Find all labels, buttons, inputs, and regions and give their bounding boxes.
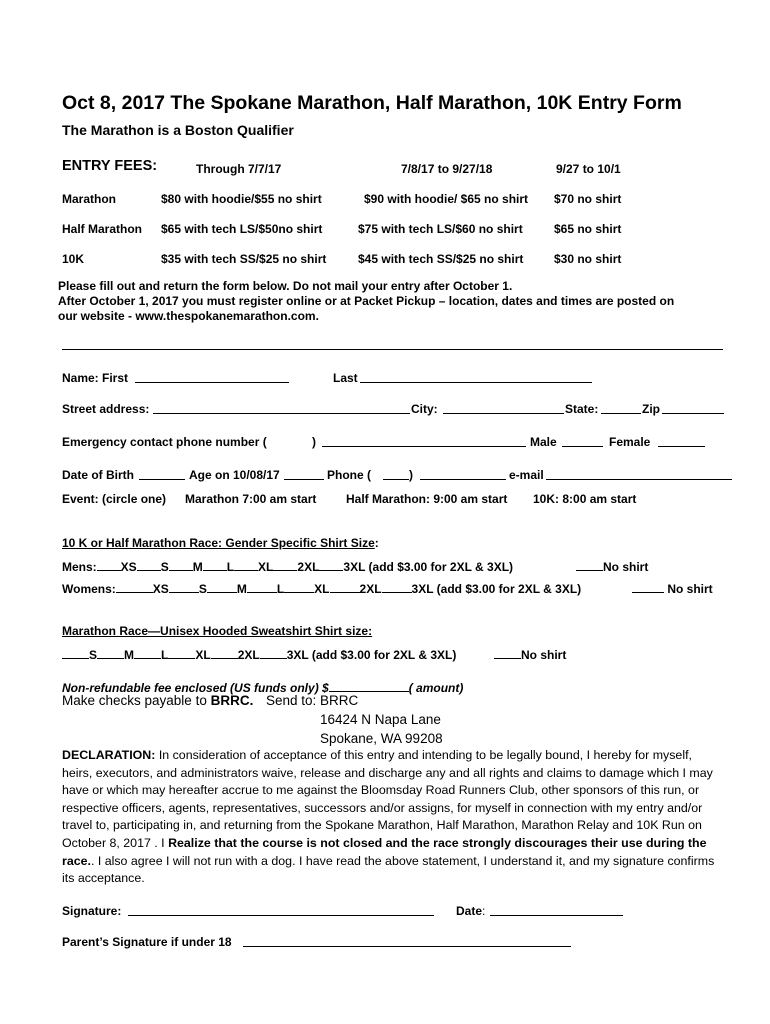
size-option: XL	[258, 560, 274, 574]
date-label-text: Date	[456, 904, 483, 918]
phone-area-field[interactable]	[383, 467, 409, 480]
womens-shirt-row	[62, 580, 581, 596]
last-name-field[interactable]	[360, 370, 592, 383]
date-field[interactable]	[490, 903, 623, 916]
fee-amount-field[interactable]	[329, 679, 409, 692]
state-field[interactable]	[601, 401, 641, 414]
emergency-phone-field[interactable]	[322, 434, 526, 447]
size-option: 3XL (add $3.00 for 2XL & 3XL)	[286, 648, 457, 662]
size-option: XL	[195, 648, 211, 662]
size-option: L	[226, 560, 235, 574]
fee-race-half: Half Marathon	[62, 222, 143, 236]
female-label: Female	[609, 435, 651, 449]
mens-2xl-field[interactable]	[273, 558, 297, 571]
womens-m-field[interactable]	[207, 580, 237, 593]
mens-no-shirt-field[interactable]	[576, 558, 603, 571]
dob-field[interactable]	[139, 467, 185, 480]
womens-s-field[interactable]	[169, 580, 199, 593]
womens-l-field[interactable]	[247, 580, 277, 593]
event-option-half[interactable]: Half Marathon: 9:00 am start	[346, 492, 508, 506]
gender-shirt-heading-colon: :	[374, 536, 379, 550]
page-title: Oct 8, 2017 The Spokane Marathon, Half Marathon, 10K Entry Form	[62, 92, 682, 114]
fee-period-3: 9/27 to 10/1	[556, 162, 621, 176]
unisex-no-shirt-option	[494, 646, 566, 662]
zip-label: Zip	[642, 402, 660, 416]
size-option: L	[276, 582, 285, 596]
mens-no-shirt-option	[576, 558, 648, 574]
phone-paren: )	[409, 468, 413, 482]
fee-cell: $45 with tech SS/$25 no shirt	[358, 252, 524, 266]
event-label: Event: (circle one)	[62, 492, 167, 506]
mens-s-field[interactable]	[137, 558, 161, 571]
unisex-3xl-field[interactable]	[260, 646, 287, 659]
city-field[interactable]	[443, 401, 564, 414]
womens-xl-field[interactable]	[284, 580, 314, 593]
instructions-line-1: Please fill out and return the form below. Do not mail your entry after October 1.	[58, 279, 513, 293]
size-option: S	[198, 582, 207, 596]
age-label: Age on 10/08/17	[189, 468, 280, 482]
zip-field[interactable]	[662, 401, 724, 414]
mens-m-field[interactable]	[169, 558, 193, 571]
size-option: M	[192, 560, 203, 574]
email-field[interactable]	[546, 467, 732, 480]
declaration-label: DECLARATION:	[62, 748, 156, 762]
gender-shirt-heading-text: 10 K or Half Marathon Race: Gender Specific Shirt Size	[62, 536, 375, 550]
fee-cell: $30 no shirt	[554, 252, 622, 266]
mens-xl-field[interactable]	[234, 558, 258, 571]
state-label: State:	[565, 402, 599, 416]
fee-cell: $90 with hoodie/ $65 no shirt	[364, 192, 529, 206]
size-option: XS	[120, 560, 137, 574]
womens-xs-field[interactable]	[116, 580, 153, 593]
address-line-1: 16424 N Napa Lane	[320, 712, 441, 727]
emergency-paren: )	[312, 435, 316, 449]
street-field[interactable]	[153, 401, 410, 414]
size-option: M	[124, 648, 135, 662]
size-option: XL	[314, 582, 330, 596]
first-name-label: Name: First	[62, 371, 129, 385]
womens-label: Womens:	[62, 582, 116, 596]
email-label: e-mail	[509, 468, 544, 482]
fee-race-10k: 10K	[62, 252, 85, 266]
no-shirt-label: No shirt	[603, 560, 649, 574]
signature-label: Signature:	[62, 904, 122, 918]
checks-payee: BRRC.	[210, 693, 254, 708]
womens-no-shirt-option	[632, 580, 713, 596]
mens-xs-field[interactable]	[97, 558, 121, 571]
fee-cell: $65 with tech LS/$50no shirt	[161, 222, 323, 236]
mens-l-field[interactable]	[203, 558, 227, 571]
unisex-shirt-heading: Marathon Race—Unisex Hooded Sweatshirt Shirt size:	[62, 624, 373, 638]
phone-label: Phone (	[327, 468, 371, 482]
fee-cell: $80 with hoodie/$55 no shirt	[161, 192, 322, 206]
gender-shirt-heading	[62, 536, 379, 550]
size-option: S	[89, 648, 98, 662]
first-name-field[interactable]	[135, 370, 289, 383]
fee-cell: $70 no shirt	[554, 192, 622, 206]
date-label-colon: :	[482, 904, 486, 918]
send-to: Send to: BRRC	[266, 693, 359, 708]
mens-3xl-field[interactable]	[319, 558, 343, 571]
unisex-l-field[interactable]	[134, 646, 161, 659]
unisex-m-field[interactable]	[97, 646, 124, 659]
size-option: XS	[152, 582, 169, 596]
fee-cell: $35 with tech SS/$25 no shirt	[161, 252, 327, 266]
event-option-10k[interactable]: 10K: 8:00 am start	[533, 492, 637, 506]
mens-label: Mens:	[62, 560, 97, 574]
male-field[interactable]	[562, 434, 603, 447]
size-option: 2XL	[359, 582, 382, 596]
parent-signature-field[interactable]	[243, 934, 571, 947]
mens-shirt-row	[62, 558, 513, 574]
womens-no-shirt-field[interactable]	[632, 580, 664, 593]
unisex-xl-field[interactable]	[168, 646, 195, 659]
declaration-course-warning: Realize that the course is not closed and the race strongly discourages their use during the race.	[62, 835, 707, 868]
last-name-label: Last	[333, 371, 358, 385]
dob-label: Date of Birth	[62, 468, 134, 482]
fee-period-1: Through 7/7/17	[196, 162, 282, 176]
womens-3xl-field[interactable]	[382, 580, 412, 593]
checks-payable-label: Make checks payable to	[62, 693, 211, 708]
event-option-marathon[interactable]: Marathon 7:00 am start	[185, 492, 317, 506]
emergency-label: Emergency contact phone number (	[62, 435, 267, 449]
no-shirt-label: No shirt	[667, 582, 713, 596]
unisex-2xl-field[interactable]	[211, 646, 238, 659]
size-option: M	[236, 582, 247, 596]
page-subtitle: The Marathon is a Boston Qualifier	[62, 122, 294, 138]
declaration-text: In consideration of acceptance of this entry and intending to be legally bound, I hereby for myself, heirs, executors, and administrators waive, release and discharge any and all rights and claims to damage which I may have or which may hereafter accrue to me against the Bloomsday Road Runners Club, other sponsors of this run, or respective officers, agents, representatives, successors and/or assigns, for myself in connection with my entry and/or travel to, participating in, and returning from the Spokane Marathon, Half Marathon, Marathon Relay and 10K Run on October 8, 2017 . I	[62, 748, 713, 850]
female-field[interactable]	[658, 434, 705, 447]
parent-signature-label: Parent’s Signature if under 18	[62, 935, 232, 949]
declaration-paragraph	[62, 747, 718, 888]
male-label: Male	[530, 435, 557, 449]
unisex-s-field[interactable]	[62, 646, 89, 659]
city-label: City:	[411, 402, 438, 416]
size-option: L	[161, 648, 169, 662]
fee-race-marathon: Marathon	[62, 192, 116, 206]
address-line-2: Spokane, WA 99208	[320, 731, 443, 746]
fee-cell: $65 no shirt	[554, 222, 622, 236]
fee-cell: $75 with tech LS/$60 no shirt	[358, 222, 523, 236]
divider	[62, 349, 723, 350]
size-option: 3XL (add $3.00 for 2XL & 3XL)	[343, 560, 514, 574]
fee-period-2: 7/8/17 to 9/27/18	[401, 162, 493, 176]
unisex-no-shirt-field[interactable]	[494, 646, 521, 659]
entry-fees-label: ENTRY FEES:	[62, 158, 158, 174]
fee-enclosed-label: Non-refundable fee enclosed (US funds only) $	[62, 681, 329, 695]
womens-2xl-field[interactable]	[330, 580, 360, 593]
fee-amount-suffix: ( amount)	[408, 681, 464, 695]
declaration-text-end: . I also agree I will not run with a dog. I have read the above statement, I understand it, and my signature confirms its acceptance.	[62, 853, 715, 886]
size-option: S	[160, 560, 169, 574]
size-option: 2XL	[297, 560, 320, 574]
checks-payable-row	[62, 693, 253, 708]
unisex-shirt-row	[62, 646, 456, 662]
size-option: 2XL	[237, 648, 260, 662]
age-field[interactable]	[284, 467, 324, 480]
instructions-line-2: After October 1, 2017 you must register online or at Packet Pickup – location, dates and times are posted on	[58, 294, 675, 308]
street-label: Street address:	[62, 402, 150, 416]
signature-field[interactable]	[128, 903, 434, 916]
phone-number-field[interactable]	[420, 467, 506, 480]
size-option: 3XL (add $3.00 for 2XL & 3XL)	[411, 582, 582, 596]
date-label	[456, 904, 485, 918]
instructions-line-3: our website - www.thespokanemarathon.com.	[58, 309, 319, 323]
no-shirt-label: No shirt	[521, 648, 567, 662]
